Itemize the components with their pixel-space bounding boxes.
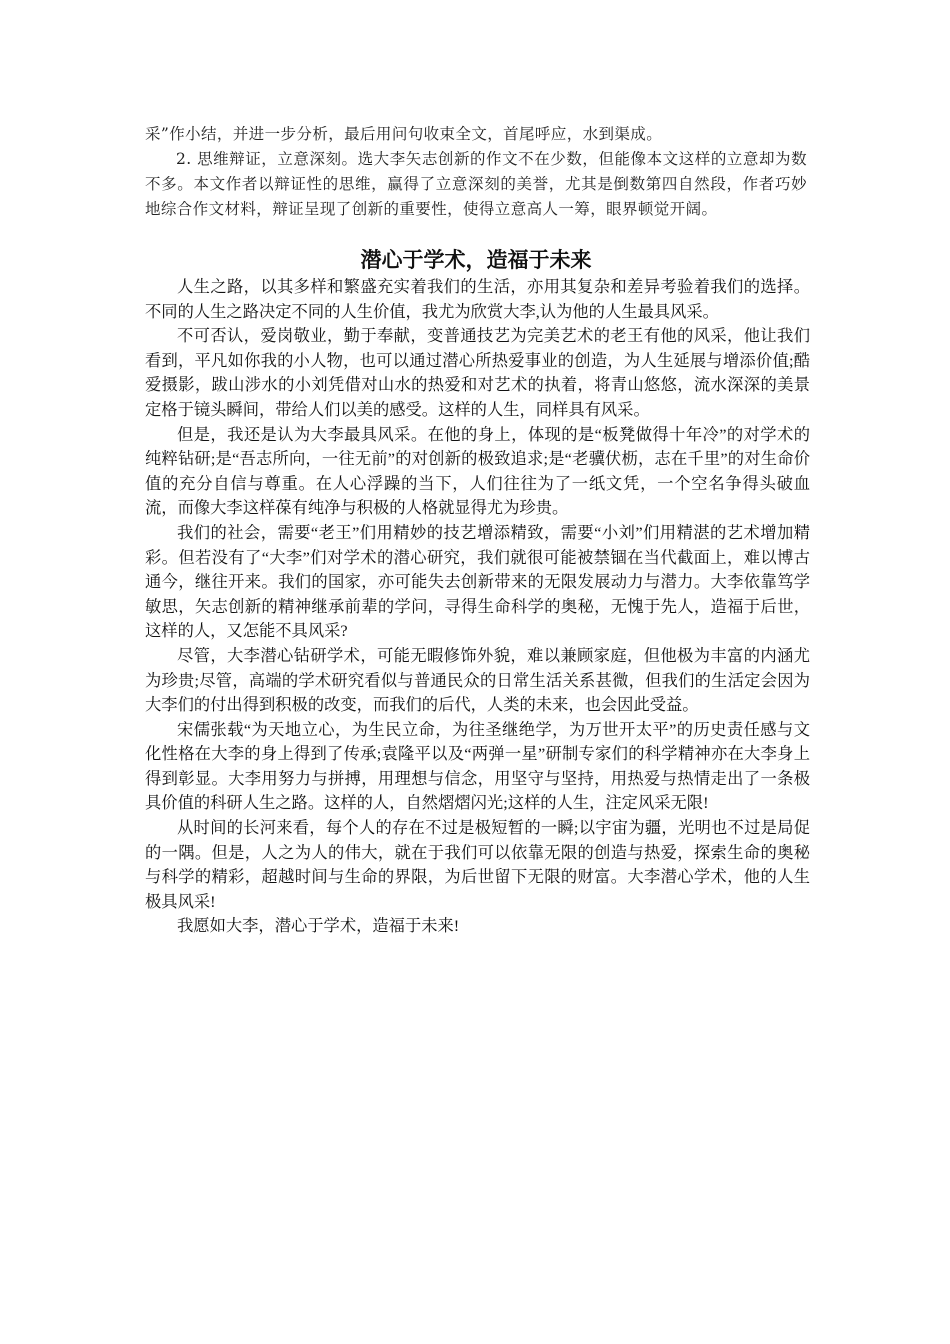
commentary-section (145, 122, 807, 222)
essay-title: 潜心于学术，造福于未来 (360, 248, 592, 272)
commentary-point-2: 2. 思维辩证，立意深刻。选大李矢志创新的作文不在少数，但能像本文这样的立意却为数不多。本文作者以辩证性的思维，赢得了立意深刻的美誉，尤其是倒数第四自然段，作者巧妙地综合作文材料，辩证呈现了创新的重要性，使得立意高人一筹，眼界顿觉开阔。 (145, 150, 807, 218)
essay-paragraph: 宋儒张载“为天地立心，为生民立命，为往圣继绝学，为万世开太平”的历史责任感与文化性格在大李的身上得到了传承;袁隆平以及“两弹一星”研制专家们的科学精神亦在大李身上得到彰显。大李用努力与拼搏，用理想与信念，用坚守与坚持，用热爱与热情走出了一条极具价值的科研人生之路。这样的人，自然熠熠闪光;这样的人生，注定风采无限! (145, 719, 810, 813)
essay-paragraph: 我们的社会，需要“老王”们用精妙的技艺增添精致，需要“小刘”们用精湛的艺术增加精彩。但若没有了“大李”们对学术的潜心研究，我们就很可能被禁锢在当代截面上，难以博古通今，继往开来。我们的国家，亦可能失去创新带来的无限发展动力与潜力。大李依靠笃学敏思，矢志创新的精神继承前辈的学问，寻得生命科学的奥秘，无愧于先人，造福于后世，这样的人，又怎能不具风采? (145, 522, 810, 641)
essay-paragraph: 从时间的长河来看，每个人的存在不过是极短暂的一瞬;以宇宙为疆，光明也不过是局促的一隅。但是，人之为人的伟大，就在于我们可以依靠无限的创造与热爱，探索生命的奥秘与科学的精彩，超越时间与生命的界限，为后世留下无限的财富。大李潜心学术，他的人生极具风采! (145, 818, 810, 911)
essay-paragraph: 不可否认，爱岗敬业，勤于奉献，变普通技艺为完美艺术的老王有他的风采，他让我们看到，平凡如你我的小人物，也可以通过潜心所热爱事业的创造，为人生延展与增添价值;酷爱摄影，跋山涉水的小刘凭借对山水的热爱和对艺术的执着，将青山悠悠，流水深深的美景定格于镜头瞬间，带给人们以美的感受。这样的人生，同样具有风采。 (145, 326, 810, 419)
essay-body (145, 275, 810, 939)
essay-paragraph: 尽管，大李潜心钻研学术，可能无暇修饰外貌，难以兼顾家庭，但他极为丰富的内涵尤为珍贵;尽管，高端的学术研究看似与普通民众的日常生活关系甚微，但我们的生活定会因为大李们的付出得到积极的改变，而我们的后代，人类的未来，也会因此受益。 (145, 645, 810, 715)
essay-paragraph: 但是，我还是认为大李最具风采。在他的身上，体现的是“板凳做得十年冷”的对学术的纯粹钻研;是“吾志所向，一往无前”的对创新的极致追求;是“老骥伏枥，志在千里”的对生命价值的充分自信与尊重。在人心浮躁的当下，人们往往为了一纸文凭，一个空名争得头破血流，而像大李这样葆有纯净与积极的人格就显得尤为珍贵。 (145, 424, 810, 518)
essay-paragraph: 我愿如大李，潜心于学术，造福于未来! (177, 916, 460, 936)
commentary-intro-line: 采”作小结，并进一步分析，最后用问句收束全文，首尾呼应，水到渠成。 (145, 125, 663, 143)
essay-paragraph: 人生之路，以其多样和繁盛充实着我们的生活，亦用其复杂和差异考验着我们的选择。不同的人生之路决定不同的人生价值，我尤为欣赏大李,认为他的人生最具风采。 (145, 277, 810, 321)
